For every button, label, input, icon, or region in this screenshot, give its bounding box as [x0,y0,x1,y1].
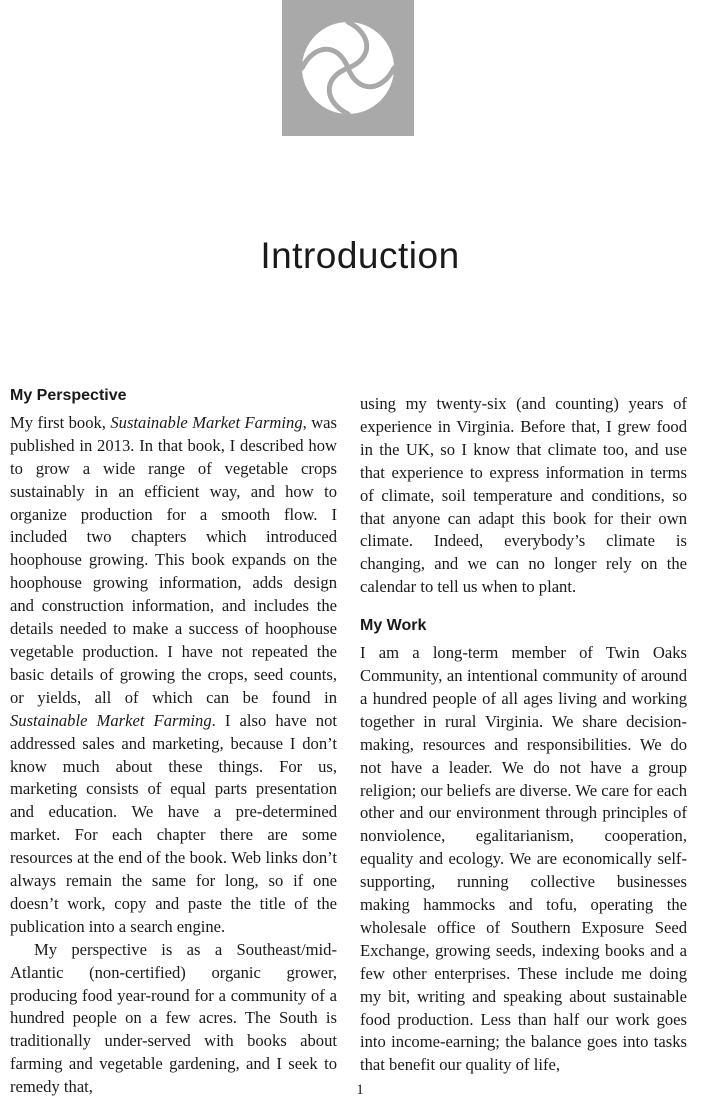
left-column [10,385,337,1099]
paragraph-perspective-2-continued: using my twenty-six (and counting) years of experience in Virginia. Before that, I grew food in the UK, so I know that climate too, and use that experience to express information in terms of climate, soil temperature and conditions, so that anyone can adapt this book for their own climate. Indeed, everybody’s climate is changing, and we can no longer rely on the calendar to tell us when to plant. [360,394,687,597]
book-title-italic: Sustainable Market Farming [10,710,212,730]
right-column [360,393,687,1077]
page-number: 1 [356,1082,364,1098]
section-heading-perspective: My Perspective [10,387,127,404]
book-title-italic: Sustainable Market Farming [110,412,303,432]
chapter-title: Introduction [260,234,460,276]
text-run: , was published in 2013. In that book, I described how to grow a wide range of vegetable crops sustainably in an efficient way, and how to organize production for a smooth flow. I included two chapters which introduced hoophouse growing. This book expands on the hoophouse growing information, adds design and construction information, and includes the details needed to make a success of hoophouse vegetable production. I have not repeated the basic details of growing the crops, seed counts, or yields, all of which can be found in [10,412,337,707]
text-run: My first book, [10,412,111,432]
section-heading-work: My Work [360,617,427,635]
paragraph-work-1: I am a long-term member of Twin Oaks Community, an intentional community of around a hundred people of all ages living and working together in rural Virginia. We share decision-making, resources and responsibilities. We do not have a leader. We do not have a group religion; our beliefs are diverse. We care for each other and our environment through principles of nonviolence, egalitarianism, cooperation, equality and ecology. We are economically self-supporting, running collective businesses making hammocks and tofu, operating the wholesale office of Southern Exposure Seed Exchange, growing seeds, indexing books and a few other enterprises. These include me doing my bit, writing and speaking about sustainable food production. Less than half our work goes into income-earning; the balance goes into tasks that benefit our quality of life, [360,643,687,1075]
text-run: . I also have not addressed sales and marketing, because I don’t know much about these things. For us, marketing consists of equal parts presentation and education. We have a pre-determined market. For each chapter there are some resources at the end of the book. Web links don’t always remain the same for long, so if one doesn’t work, copy and paste the title of the publication into a search engine. [10,710,337,936]
swirl-ornament-icon [282,0,414,136]
paragraph-perspective-2: My perspective is as a Southeast/mid-Atlantic (non-certified) organic grower, producing food year-round for a community of a hundred people on a few acres. The South is traditionally under-served with books about farming and vegetable gardening, and I seek to remedy that, [10,939,337,1097]
paragraph-perspective-1 [10,412,337,939]
chapter-ornament [282,0,414,136]
